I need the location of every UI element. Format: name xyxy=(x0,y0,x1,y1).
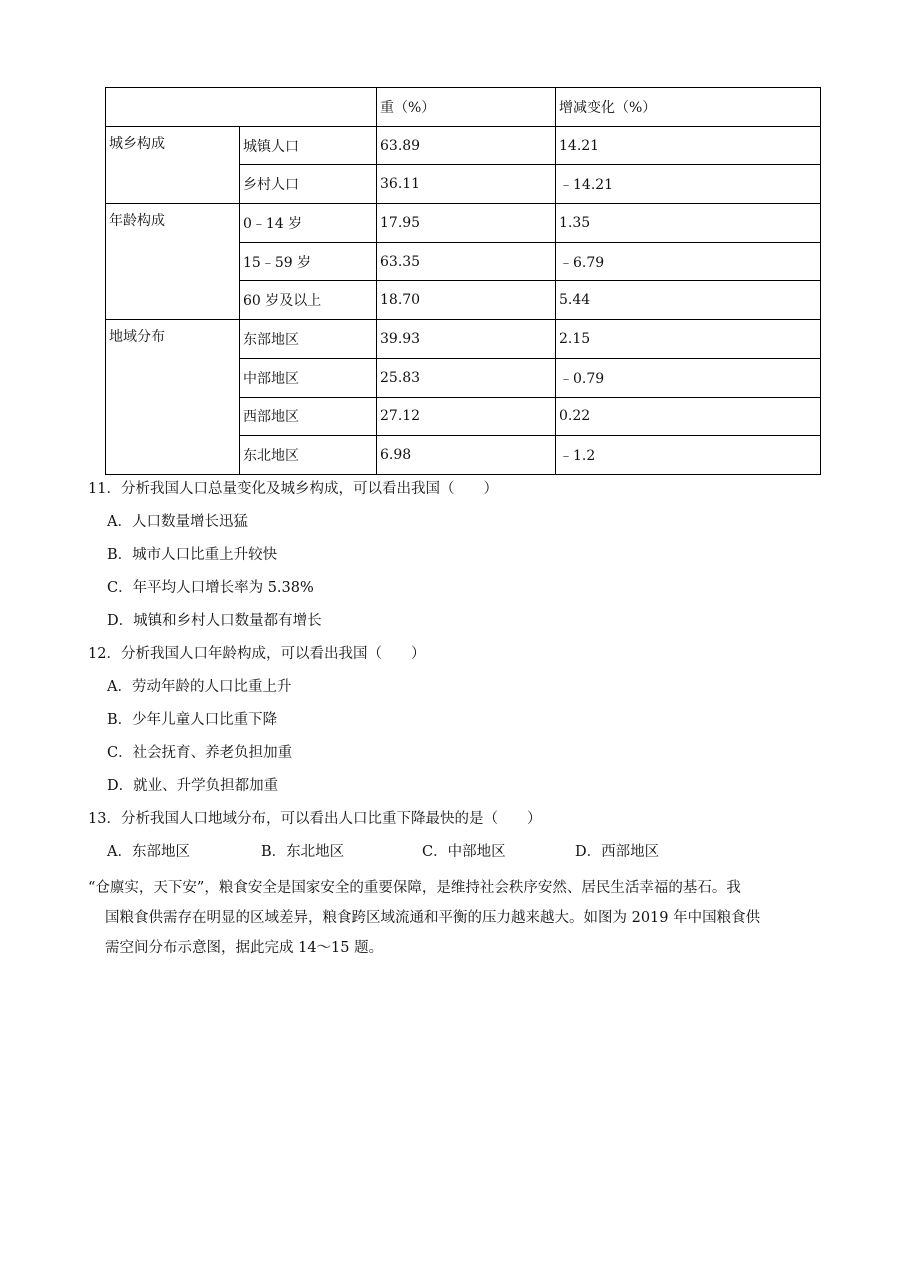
table-row xyxy=(106,320,821,359)
table-cell-change: 1.35 xyxy=(556,204,821,243)
option-12-b: B．少年儿童人口比重下降 xyxy=(107,712,278,728)
option-11-b: B．城市人口比重上升较快 xyxy=(107,547,278,563)
table-cell-change: ﹣0.79 xyxy=(556,358,821,397)
table-row-label: 15﹣59 岁 xyxy=(240,242,377,281)
table-cell-change: ﹣14.21 xyxy=(556,165,821,204)
option-11-c: C．年平均人口增长率为 5.38% xyxy=(107,580,314,596)
option-11-d: D．城镇和乡村人口数量都有增长 xyxy=(107,613,322,629)
option-12-a: A．劳动年龄的人口比重上升 xyxy=(107,679,292,695)
table-header-change: 增减变化（%） xyxy=(556,88,821,127)
table-row xyxy=(106,204,821,243)
passage-line-3: 需空间分布示意图，据此完成 14～15 题。 xyxy=(105,940,384,956)
table-cell-share: 25.83 xyxy=(377,358,556,397)
table-row-label: 60 岁及以上 xyxy=(240,281,377,320)
table-cell-share: 6.98 xyxy=(377,436,556,475)
table-cell-change: ﹣6.79 xyxy=(556,242,821,281)
table-cell-change: 5.44 xyxy=(556,281,821,320)
table-group-label: 城乡构成 xyxy=(106,126,240,203)
population-table xyxy=(105,87,821,475)
table-header-share: 重（%） xyxy=(377,88,556,127)
option-13-c: C．中部地区 xyxy=(422,844,506,860)
table-cell-share: 39.93 xyxy=(377,320,556,359)
table-cell-change: 14.21 xyxy=(556,126,821,165)
table-cell-change: 0.22 xyxy=(556,397,821,436)
passage-line-1: “仓廪实，天下安”，粮食安全是国家安全的重要保障，是维持社会秩序安然、居民生活幸福的基石。我 xyxy=(88,880,741,896)
question-stem-13: 13．分析我国人口地域分布，可以看出人口比重下降最快的是（ ） xyxy=(88,811,542,827)
table-row xyxy=(106,126,821,165)
table-cell-share: 27.12 xyxy=(377,397,556,436)
option-13-b: B．东北地区 xyxy=(261,844,345,860)
option-13-d: D．西部地区 xyxy=(575,844,660,860)
table-cell-change: ﹣1.2 xyxy=(556,436,821,475)
table-group-label: 地域分布 xyxy=(106,320,240,475)
table-cell-share: 17.95 xyxy=(377,204,556,243)
passage-line-2: 国粮食供需存在明显的区域差异，粮食跨区域流通和平衡的压力越来越大。如图为 2019 年中国粮食供 xyxy=(105,910,761,926)
table-header-blank xyxy=(106,88,377,127)
option-12-d: D．就业、升学负担都加重 xyxy=(107,778,279,794)
table-row-label: 0﹣14 岁 xyxy=(240,204,377,243)
table-row-label: 城镇人口 xyxy=(240,126,377,165)
table-header-row xyxy=(106,88,821,127)
table-row-label: 东部地区 xyxy=(240,320,377,359)
option-12-c: C．社会抚育、养老负担加重 xyxy=(107,745,293,761)
table-cell-share: 63.35 xyxy=(377,242,556,281)
table-cell-change: 2.15 xyxy=(556,320,821,359)
table-row-label: 乡村人口 xyxy=(240,165,377,204)
table-cell-share: 18.70 xyxy=(377,281,556,320)
table-cell-share: 63.89 xyxy=(377,126,556,165)
option-11-a: A．人口数量增长迅猛 xyxy=(107,514,248,530)
table-row-label: 西部地区 xyxy=(240,397,377,436)
passage xyxy=(88,873,833,963)
table-row-label: 东北地区 xyxy=(240,436,377,475)
table-group-label: 年龄构成 xyxy=(106,204,240,320)
option-13-a: A．东部地区 xyxy=(107,844,190,860)
options-13-row xyxy=(88,840,848,873)
question-stem-12: 12．分析我国人口年龄构成，可以看出我国（ ） xyxy=(88,646,426,662)
question-stem-11: 11．分析我国人口总量变化及城乡构成，可以看出我国（ ） xyxy=(88,481,498,497)
questions xyxy=(88,477,848,873)
table-cell-share: 36.11 xyxy=(377,165,556,204)
table-row-label: 中部地区 xyxy=(240,358,377,397)
